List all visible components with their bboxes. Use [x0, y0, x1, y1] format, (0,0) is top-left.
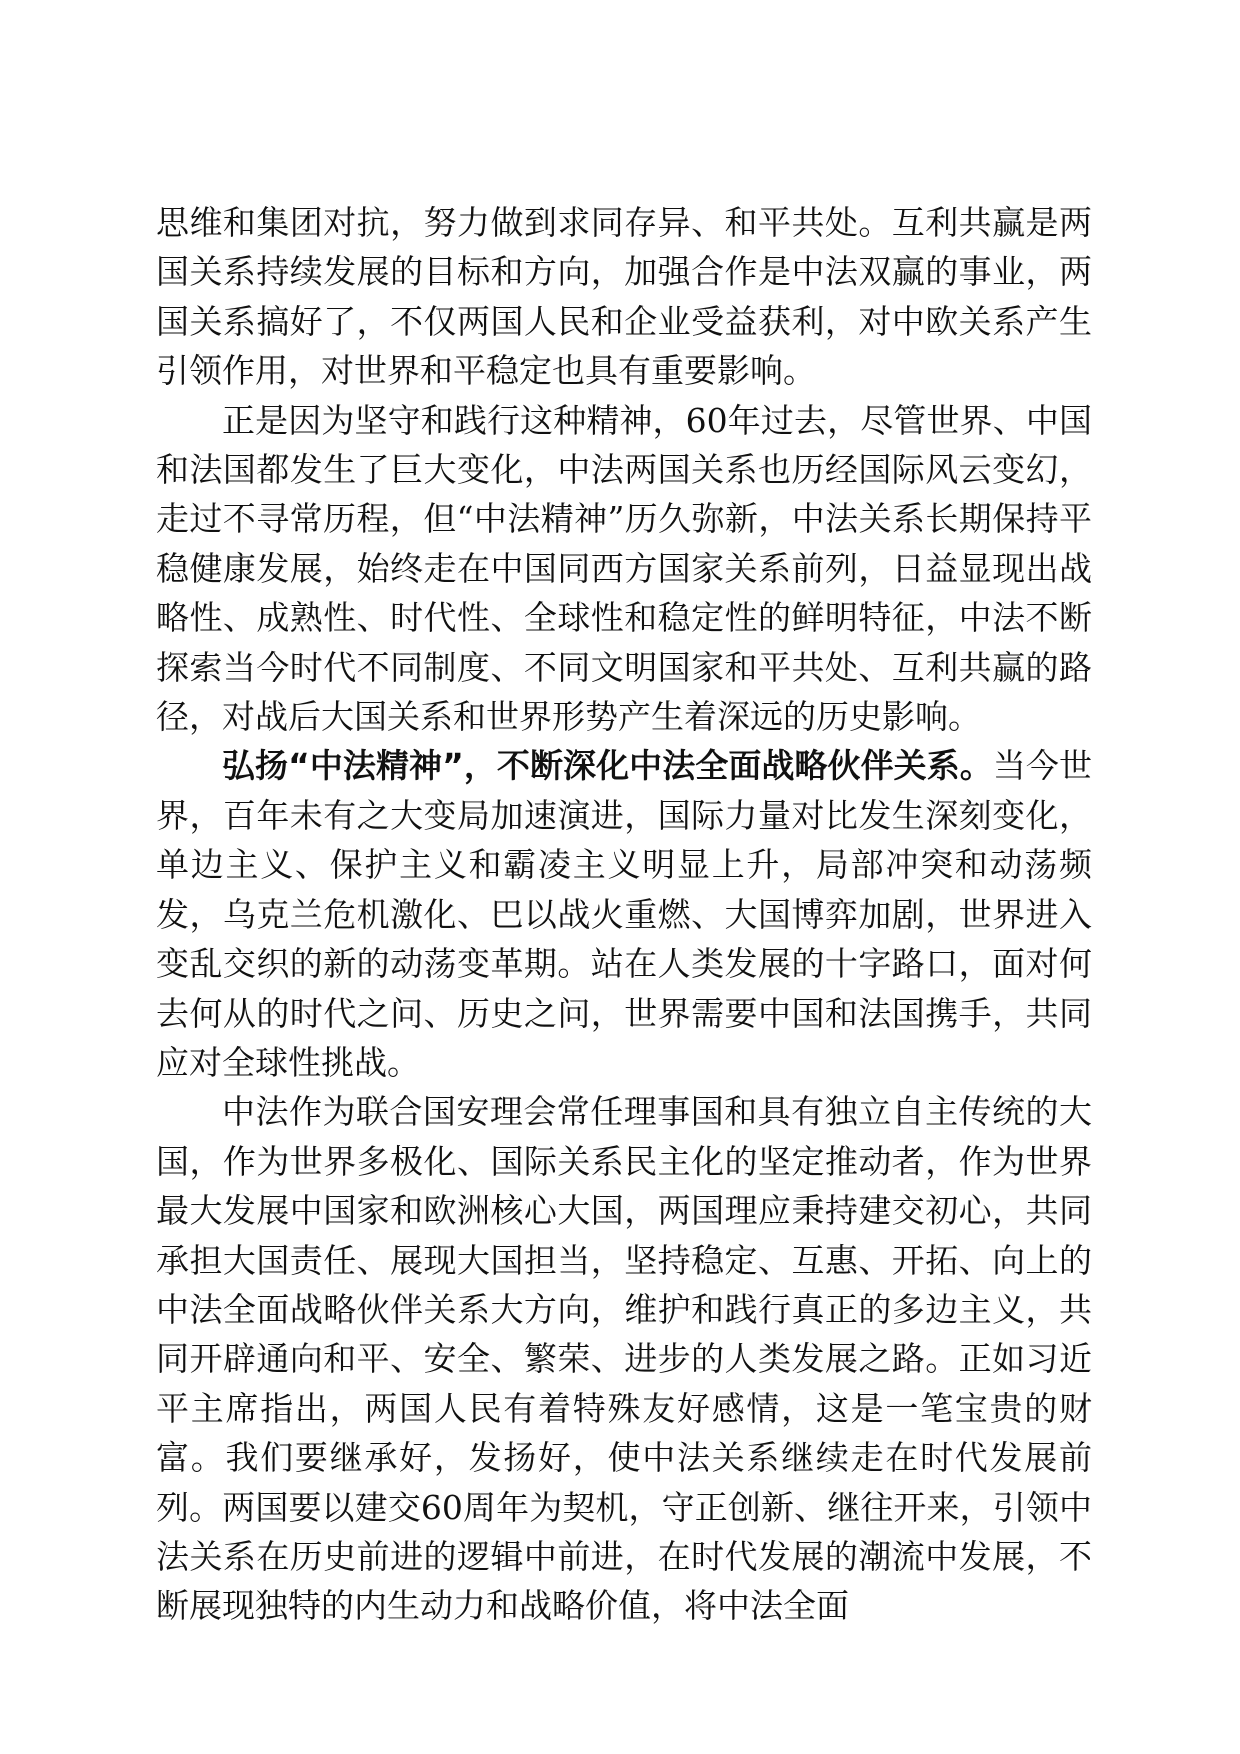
paragraph-1	[156, 198, 1092, 396]
paragraph-2-text: 正是因为坚守和践行这种精神，60年过去，尽管世界、中国和法国都发生了巨大变化，中法两国关系也历经国际风云变幻，走过不寻常历程，但“中法精神”历久弥新，中法关系长期保持平稳健康发展，始终走在中国同西方国家关系前列，日益显现出战略性、成熟性、时代性、全球性和稳定性的鲜明特征，中法不断探索当今时代不同制度、不同文明国家和平共处、互利共赢的路径，对战后大国关系和世界形势产生着深远的历史影响。	[156, 400, 1092, 737]
paragraph-3-text: 当今世界，百年未有之大变局加速演进，国际力量对比发生深刻变化，单边主义、保护主义和霸凌主义明显上升，局部冲突和动荡频发，乌克兰危机激化、巴以战火重燃、大国博弈加剧，世界进入变乱交织的新的动荡变革期。站在人类发展的十字路口，面对何去何从的时代之问、历史之问，世界需要中国和法国携手，共同应对全球性挑战。	[156, 746, 1092, 1082]
body-text	[156, 198, 1092, 1631]
paragraph-3-heading: 弘扬“中法精神”，不断深化中法全面战略伙伴关系。	[222, 746, 993, 786]
paragraph-3	[156, 741, 1092, 1087]
paragraph-4-text: 中法作为联合国安理会常任理事国和具有独立自主传统的大国，作为世界多极化、国际关系民主化的坚定推动者，作为世界最大发展中国家和欧洲核心大国，两国理应秉持建交初心，共同承担大国责任、展现大国担当，坚持稳定、互惠、开拓、向上的中法全面战略伙伴关系大方向，维护和践行真正的多边主义，共同开辟通向和平、安全、繁荣、进步的人类发展之路。正如习近平主席指出，两国人民有着特殊友好感情，这是一笔宝贵的财富。我们要继承好，发扬好，使中法关系继续走在时代发展前列。两国要以建交60周年为契机，守正创新、继往开来，引领中法关系在历史前进的逻辑中前进，在时代发展的潮流中发展，不断展现独特的内生动力和战略价值，将中法全面	[156, 1092, 1092, 1626]
paragraph-1-text: 思维和集团对抗，努力做到求同存异、和平共处。互利共赢是两国关系持续发展的目标和方向，加强合作是中法双赢的事业，两国关系搞好了，不仅两国人民和企业受益获利，对中欧关系产生引领作用，对世界和平稳定也具有重要影响。	[156, 203, 1092, 391]
paragraph-4	[156, 1087, 1092, 1630]
paragraph-2	[156, 396, 1092, 742]
